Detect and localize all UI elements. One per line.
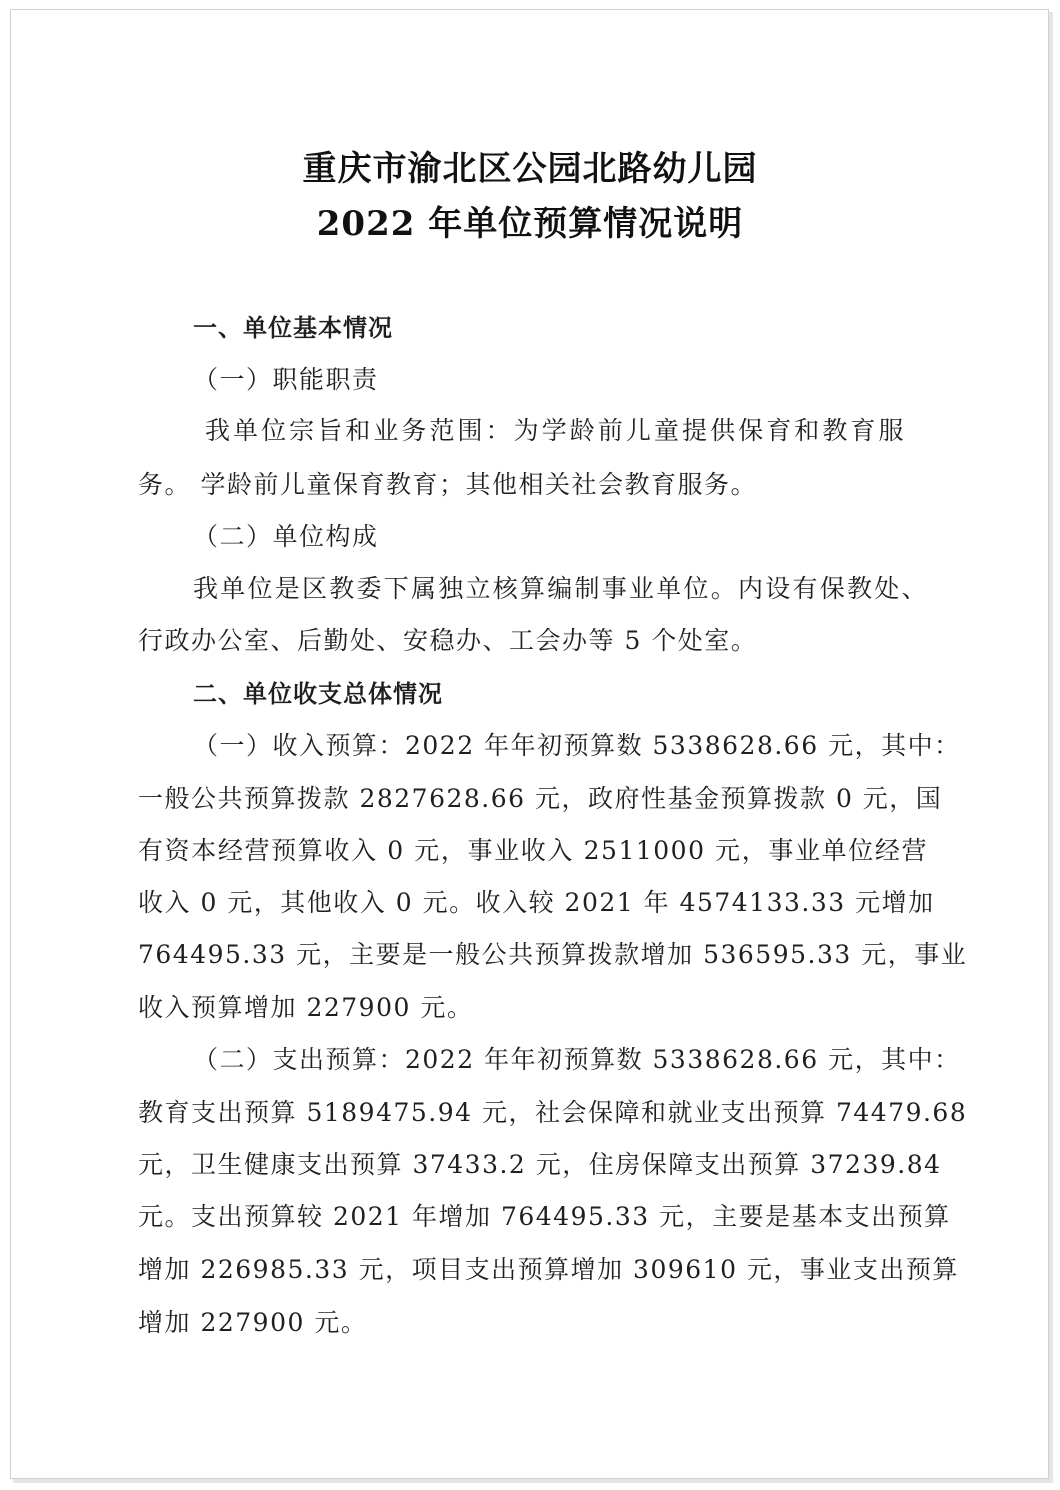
document-subtitle: 2022 年单位预算情况说明 (316, 204, 744, 244)
paragraph-line: 增加 227900 元。 (138, 1308, 368, 1337)
paragraph-line: 增加 226985.33 元，项目支出预算增加 309610 元，事业支出预算 (138, 1255, 959, 1284)
subsection-heading: （一）职能职责 (193, 365, 379, 394)
document-title: 重庆市渝北区公园北路幼儿园 (302, 149, 758, 189)
paragraph-line: 行政办公室、后勤处、安稳办、工会办等 5 个处室。 (138, 626, 758, 655)
section-heading: 一、单位基本情况 (193, 314, 393, 342)
paragraph-line: 收入 0 元，其他收入 0 元。收入较 2021 年 4574133.33 元增加 (138, 888, 935, 917)
section-heading: 二、单位收支总体情况 (193, 680, 443, 708)
paragraph-line: 我单位是区教委下属独立核算编制事业单位。内设有保教处、 (193, 574, 928, 603)
paragraph-line: 教育支出预算 5189475.94 元，社会保障和就业支出预算 74479.68 (138, 1098, 968, 1127)
paragraph-line: 元。支出预算较 2021 年增加 764495.33 元，主要是基本支出预算 (138, 1202, 951, 1231)
paragraph-line: （一）收入预算：2022 年年初预算数 5338628.66 元，其中： (193, 731, 961, 760)
paragraph-line: 我单位宗旨和业务范围：为学龄前儿童提供保育和教育服 (205, 416, 905, 445)
paragraph-line: （二）支出预算：2022 年年初预算数 5338628.66 元，其中： (193, 1045, 961, 1074)
paragraph-line: 一般公共预算拨款 2827628.66 元，政府性基金预算拨款 0 元，国 (138, 784, 943, 813)
paragraph-line: 有资本经营预算收入 0 元，事业收入 2511000 元，事业单位经营 (138, 836, 928, 865)
subsection-heading: （二）单位构成 (193, 522, 379, 551)
paragraph-line: 务。 学龄前儿童保育教育；其他相关社会教育服务。 (138, 470, 757, 499)
paragraph-line: 收入预算增加 227900 元。 (138, 993, 474, 1022)
paragraph-line: 元，卫生健康支出预算 37433.2 元，住房保障支出预算 37239.84 (138, 1150, 942, 1179)
page-shadow (13, 1479, 1053, 1483)
paragraph-line: 764495.33 元，主要是一般公共预算拨款增加 536595.33 元，事业 (138, 940, 968, 969)
